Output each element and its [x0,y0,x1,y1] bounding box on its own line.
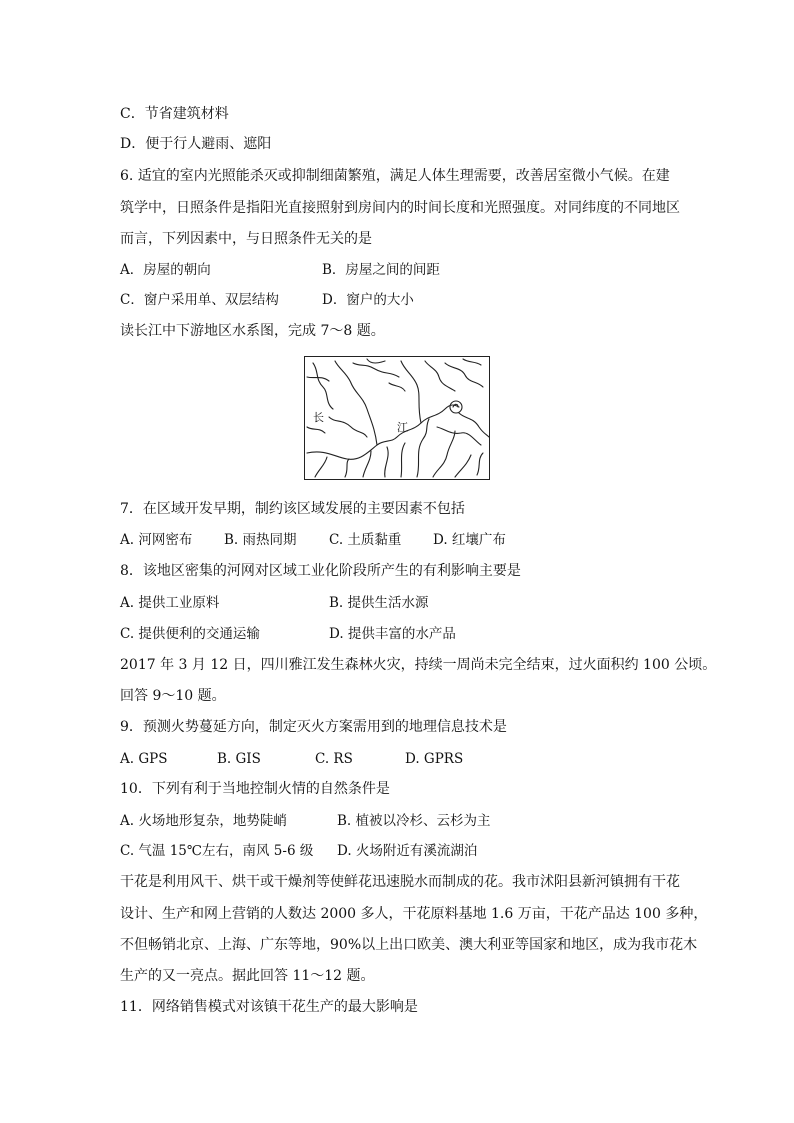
q7-option-d: D. 红壤广布 [433,532,506,548]
q6-option-c: C．窗户采用单、双层结构 [120,292,279,308]
q8-option-c: C. 提供便利的交通运输 [120,626,260,642]
q6-stem-line3: 而言，下列因素中，与日照条件无关的是 [120,231,372,247]
q8-option-b: B. 提供生活水源 [329,595,429,611]
q6-stem-line2: 筑学中，日照条件是指阳光直接照射到房间内的时间长度和光照强度。对同纬度的不同地区 [120,200,680,216]
q10-option-b: B. 植被以冷杉、云杉为主 [337,813,491,829]
q10-option-d: D. 火场附近有溪流湖泊 [337,843,478,859]
q7-stem: 7．在区域开发早期，制约该区域发展的主要因素不包括 [120,501,465,517]
q8-stem: 8．该地区密集的河网对区域工业化阶段所产生的有利影响主要是 [120,563,521,579]
passage-9-10-line1: 2017 年 3 月 12 日，四川雅江发生森林火灾，持续一周尚未完全结束，过火面积约 100 公顷。 [120,657,717,673]
passage-11-12-line4: 生产的又一亮点。据此回答 11～12 题。 [120,968,375,984]
q10-stem: 10．下列有利于当地控制火情的自然条件是 [120,781,390,797]
passage-9-10-line2: 回答 9～10 题。 [120,688,226,704]
passage-11-12-line3: 不但畅销北京、上海、广东等地，90%以上出口欧美、澳大利亚等国家和地区，成为我市花木 [120,937,698,953]
q8-option-d: D. 提供丰富的水产品 [329,626,456,642]
map-label-chang: 长 [313,411,324,424]
q9-stem: 9．预测火势蔓延方向，制定灭火方案需用到的地理信息技术是 [120,719,507,735]
q6-option-b: B．房屋之间的间距 [322,262,440,278]
q11-stem: 11．网络销售模式对该镇干花生产的最大影响是 [120,999,418,1015]
passage-11-12-line2: 设计、生产和网上营销的人数达 2000 多人，干花原料基地 1.6 万亩，干花产品达 100 多种， [120,906,708,922]
q7-option-c: C. 土质黏重 [329,532,402,548]
q6-option-d: D．窗户的大小 [322,292,414,308]
q7-option-a: A. 河网密布 [120,532,193,548]
map-label-jiang: 江 [397,421,408,434]
q9-option-a: A. GPS [120,751,168,767]
q7-option-b: B. 雨热同期 [224,532,297,548]
q10-option-c: C. 气温 15℃左右，南风 5-6 级 [120,843,314,859]
q9-option-c: C. RS [315,751,353,767]
q8-option-a: A. 提供工业原料 [120,595,220,611]
q9-option-d: D. GPRS [405,751,464,767]
q6-stem-line1: 6. 适宜的室内光照能杀灭或抑制细菌繁殖，满足人体生理需要，改善居室微小气候。在建 [120,168,670,184]
q6-option-a: A．房屋的朝向 [120,262,211,278]
q5-option-c: C．节省建筑材料 [120,106,229,122]
passage-11-12-line1: 干花是利用风干、烘干或干燥剂等使鲜花迅速脱水而制成的花。我市沭阳县新河镇拥有干花 [120,874,680,890]
yangtze-river-system-map [304,356,490,480]
q5-option-d: D．便于行人避雨、遮阳 [120,136,272,152]
q9-option-b: B. GIS [217,751,261,767]
q10-option-a: A. 火场地形复杂，地势陡峭 [120,813,287,829]
q7-8-intro: 读长江中下游地区水系图，完成 7～8 题。 [120,323,385,339]
